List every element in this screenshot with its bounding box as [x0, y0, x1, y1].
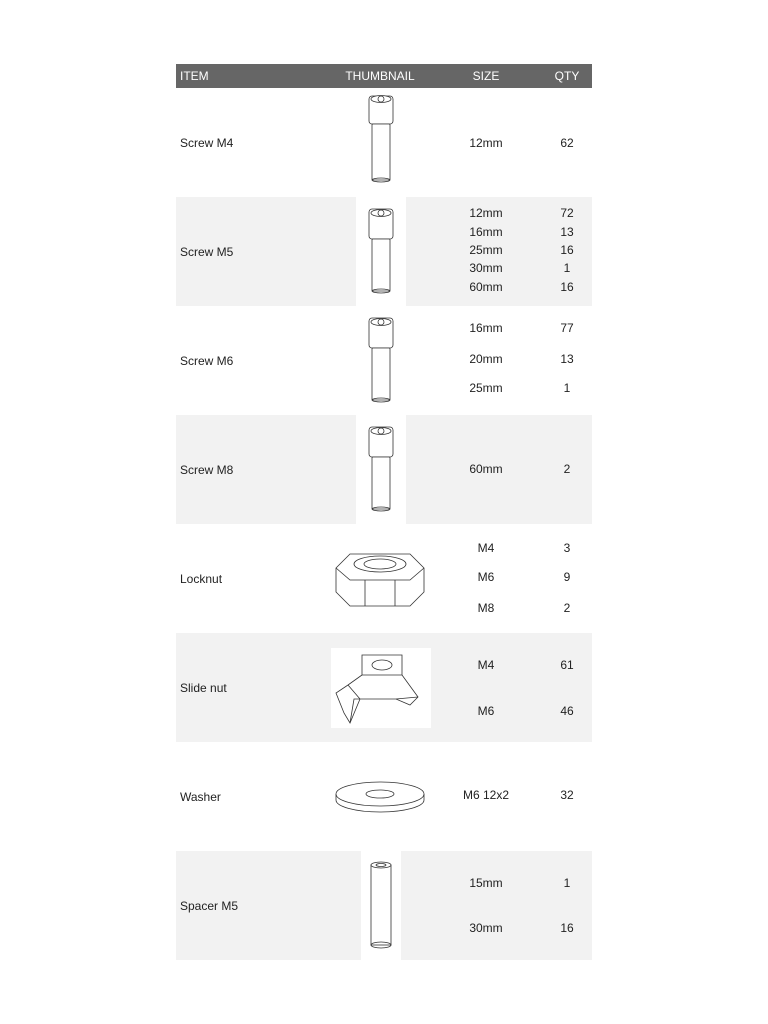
table-row [176, 633, 592, 742]
qty-value: 3 [563, 541, 571, 555]
screw-icon [326, 415, 436, 524]
slide-nut-icon [326, 633, 436, 742]
qty-value: 13 [560, 352, 574, 366]
table-row [176, 415, 592, 524]
size-value: M6 12x2 [462, 788, 510, 802]
item-name: Spacer M5 [180, 898, 239, 913]
qty-list [542, 851, 592, 960]
size-list [446, 197, 526, 306]
size-value: 25mm [469, 381, 503, 395]
size-value: 30mm [469, 261, 503, 275]
table-row [176, 88, 592, 197]
qty-value: 32 [560, 788, 574, 802]
size-value: M6 [477, 704, 495, 718]
qty-value: 2 [563, 601, 571, 615]
size-value: 20mm [469, 352, 503, 366]
size-list [446, 851, 526, 960]
size-value: 12mm [469, 135, 503, 150]
qty-value: 72 [560, 206, 574, 220]
size-value: 15mm [469, 876, 503, 890]
screw-icon [326, 197, 436, 306]
size-value: 30mm [469, 921, 503, 935]
item-name: Locknut [180, 571, 223, 586]
size-value: M8 [477, 601, 495, 615]
size-value: M4 [477, 541, 495, 555]
washer-icon [326, 742, 436, 851]
qty-list [542, 742, 592, 851]
qty-value: 62 [560, 135, 574, 150]
hex-nut-icon [326, 524, 436, 633]
qty-list [542, 415, 592, 524]
screw-icon [326, 88, 436, 197]
qty-value: 46 [560, 704, 574, 718]
table-row [176, 524, 592, 633]
qty-list [542, 306, 592, 415]
parts-table [176, 64, 592, 960]
size-value: 60mm [469, 280, 503, 294]
qty-value: 16 [560, 243, 574, 257]
qty-value: 61 [560, 658, 574, 672]
table-row [176, 742, 592, 851]
size-list [446, 633, 526, 742]
size-value: 25mm [469, 243, 503, 257]
header-size: SIZE [472, 69, 500, 83]
qty-list [542, 524, 592, 633]
qty-value: 1 [563, 261, 571, 275]
table-header [176, 64, 592, 88]
qty-value: 2 [563, 462, 571, 476]
qty-value: 1 [563, 876, 571, 890]
qty-value: 16 [560, 921, 574, 935]
size-list [446, 415, 526, 524]
item-name: Screw M5 [180, 244, 234, 259]
qty-value: 13 [560, 225, 574, 239]
size-list [446, 306, 526, 415]
item-name: Slide nut [180, 680, 227, 695]
size-value: M4 [477, 658, 495, 672]
item-name: Washer [180, 789, 221, 804]
size-list [446, 88, 526, 197]
qty-list [542, 88, 592, 197]
header-qty: QTY [554, 69, 580, 83]
table-row [176, 851, 592, 960]
size-value: 16mm [469, 321, 503, 335]
screw-icon [326, 306, 436, 415]
item-name: Screw M8 [180, 462, 234, 477]
qty-value: 1 [563, 381, 571, 395]
header-item: ITEM [180, 69, 209, 83]
item-name: Screw M6 [180, 353, 234, 368]
table-row [176, 197, 592, 306]
qty-value: 16 [560, 280, 574, 294]
table-row [176, 306, 592, 415]
qty-list [542, 633, 592, 742]
qty-value: 77 [560, 321, 574, 335]
size-value: 16mm [469, 225, 503, 239]
size-value: M6 [477, 570, 495, 584]
spacer-icon [326, 851, 436, 960]
qty-list [542, 197, 592, 306]
qty-value: 9 [563, 570, 571, 584]
size-list [446, 524, 526, 633]
size-value: 60mm [469, 462, 503, 476]
item-name: Screw M4 [180, 135, 234, 150]
size-value: 12mm [469, 206, 503, 220]
size-list [446, 742, 526, 851]
header-thumbnail: THUMBNAIL [345, 69, 415, 83]
